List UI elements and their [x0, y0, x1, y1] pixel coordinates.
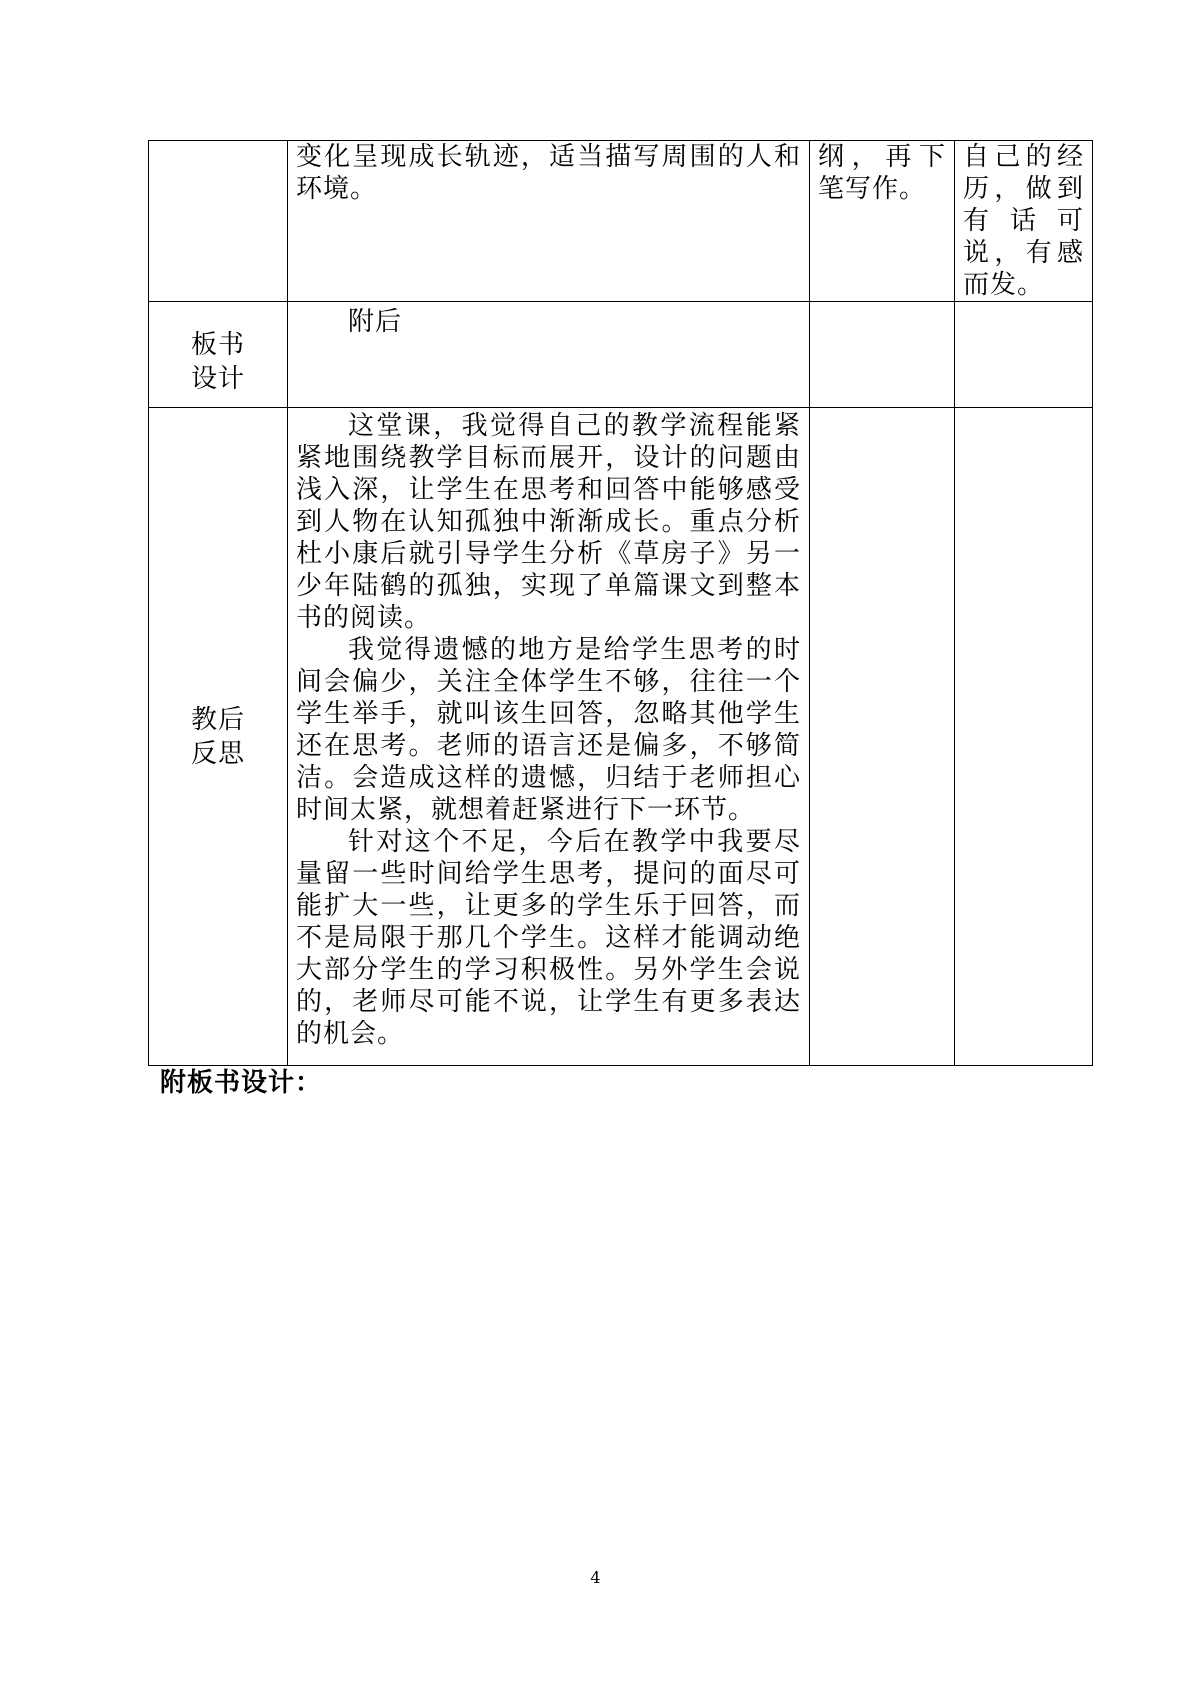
lesson-plan-table: [148, 140, 1093, 1066]
method-cell: 纲，再下笔写作。: [810, 141, 955, 302]
row-label: [149, 141, 288, 302]
table-row: [149, 408, 1093, 1066]
content-text: 附后: [348, 307, 403, 337]
content-cell: [288, 141, 810, 302]
page-number: 4: [590, 1568, 601, 1587]
intent-cell: 自己的经历，做到有话可说，有感而发。: [955, 141, 1093, 302]
table-row: [149, 302, 1093, 408]
method-cell: [810, 408, 955, 1066]
row-label-text: 教后反思: [190, 704, 245, 769]
row-label-reflection: [149, 408, 288, 1066]
reflection-paragraph: 针对这个不足，今后在教学中我要尽量留一些时间给学生思考，提问的面尽可能扩大一些，让更多的学生乐于回答，而不是局限于那几个学生。这样才能调动绝大部分学生的学习积极性。另外学生会说的，老师尽可能不说，让学生有更多表达的机会。: [296, 827, 801, 1049]
intent-cell: [955, 302, 1093, 408]
board-design-heading: 附板书设计：: [160, 1068, 323, 1098]
method-cell: [810, 302, 955, 408]
reflection-paragraph: 这堂课，我觉得自己的教学流程能紧紧地围绕教学目标而展开，设计的问题由浅入深，让学生在思考和回答中能够感受到人物在认知孤独中渐渐成长。重点分析杜小康后就引导学生分析《草房子》另一少年陆鹤的孤独，实现了单篇课文到整本书的阅读。: [296, 411, 801, 633]
row-label-board-design: [149, 302, 288, 408]
intent-cell: [955, 408, 1093, 1066]
table-row: [149, 141, 1093, 302]
content-cell: [288, 302, 810, 408]
reflection-cell: [288, 408, 810, 1066]
content-text: 变化呈现成长轨迹，适当描写周围的人和环境。: [296, 142, 801, 204]
row-label-text: 板书设计: [190, 329, 245, 394]
reflection-paragraph: 我觉得遗憾的地方是给学生思考的时间会偏少，关注全体学生不够，往往一个学生举手，就叫该生回答，忽略其他学生还在思考。老师的语言还是偏多，不够简洁。会造成这样的遗憾，归结于老师担心时间太紧，就想着赶紧进行下一环节。: [296, 635, 801, 825]
